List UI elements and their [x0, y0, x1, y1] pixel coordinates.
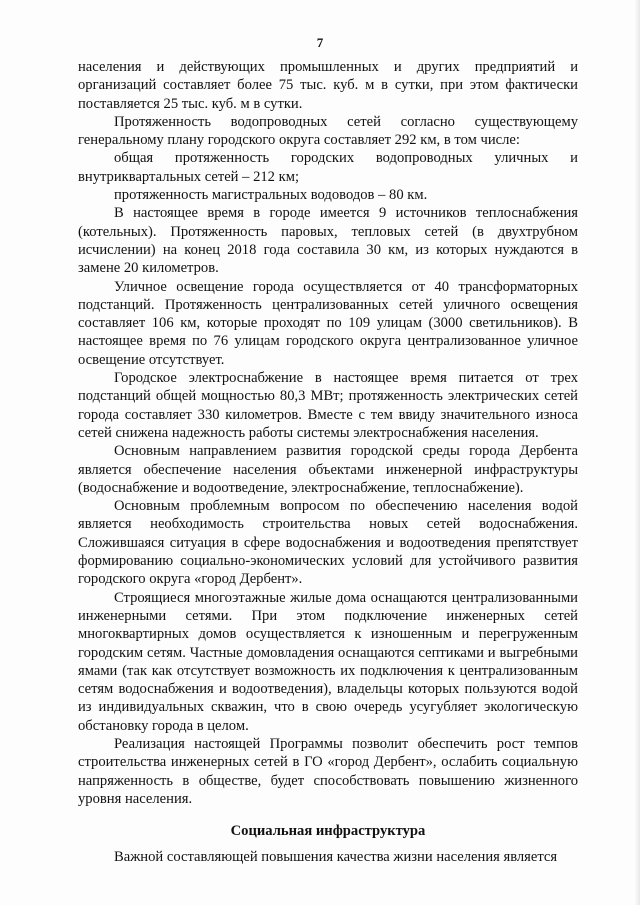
- page-number: 7: [316, 35, 324, 50]
- page-edge-shadow: [634, 0, 640, 905]
- paragraph-6: Уличное освещение города осуществляется от 40 трансформаторных подстанций. Протяженность централизованных сетей уличного освещения составляет 106 км, которые проходят по 109 улицам (3000 светильников). В настоящее время по 76 улицам городского округа централизованное уличное освещение отсутствует.: [78, 278, 578, 368]
- paragraph-1: населения и действующих промышленных и других предприятий и организаций составляет более 75 тыс. куб. м в сутки, при этом фактически поставляется 25 тыс. куб. м в сутки.: [78, 59, 578, 112]
- paragraph-9: Основным проблемным вопросом по обеспечению населения водой является необходимость строительства новых сетей водоснабжения. Сложившаяся ситуация в сфере водоснабжения и водоотведения препятствует формированию социально-экономических условий для устойчивого развития городского округа «город Дербент».: [78, 498, 578, 588]
- section-heading: Социальная инфраструктура: [230, 823, 426, 840]
- paragraph-11: Реализация настоящей Программы позволит обеспечить рост темпов строительства инженерных сетей в ГО «город Дербент», ослабить социальную напряженность в обществе, будет способствовать повышению жизненного уровня населения.: [78, 735, 578, 807]
- paragraph-3: общая протяженность городских водопроводных уличных и внутриквартальных сетей – 212 км;: [78, 150, 578, 185]
- document-body: [78, 58, 578, 867]
- paragraph-5: В настоящее время в городе имеется 9 источников теплоснабжения (котельных). Протяженность паровых, тепловых сетей (в двухтрубном исчислении) на конец 2018 года составила 30 км, из которых нуждаются в замене 20 километров.: [78, 205, 578, 277]
- section-first-line: Важной составляющей повышения качества жизни населения является: [114, 849, 558, 866]
- paragraph-4: протяженность магистральных водоводов – 80 км.: [114, 187, 428, 204]
- paragraph-2: Протяженность водопроводных сетей согласно существующему генеральному плану городского округа составляет 292 км, в том числе:: [78, 113, 578, 149]
- paragraph-7: Городское электроснабжение в настоящее время питается от трех подстанций общей мощностью 80,3 МВт; протяженность электрических сетей города составляет 330 километров. Вместе с тем ввиду значительного износа сетей снижена надежность работы системы электроснабжения населения.: [78, 370, 578, 441]
- paragraph-8: Основным направлением развития городской среды города Дербента является обеспечение населения объектами инженерной инфраструктуры (водоснабжение и водоотведение, электроснабжение, теплоснабжение).: [78, 443, 578, 496]
- paragraph-10: Строящиеся многоэтажные жилые дома оснащаются централизованными инженерными сетями. При этом подключение инженерных сетей многоквартирных домов осуществляется к изношенным и перегруженным городским сетям. Частные домовладения оснащаются септиками и выгребными ямами (так как отсутствует возможность их подключения к централизованным сетям водоснабжения и водоотведения), владельцы которых пользуются водой из индивидуальных скважин, что в свою очередь усугубляет экологическую обстановку города в целом.: [78, 589, 578, 734]
